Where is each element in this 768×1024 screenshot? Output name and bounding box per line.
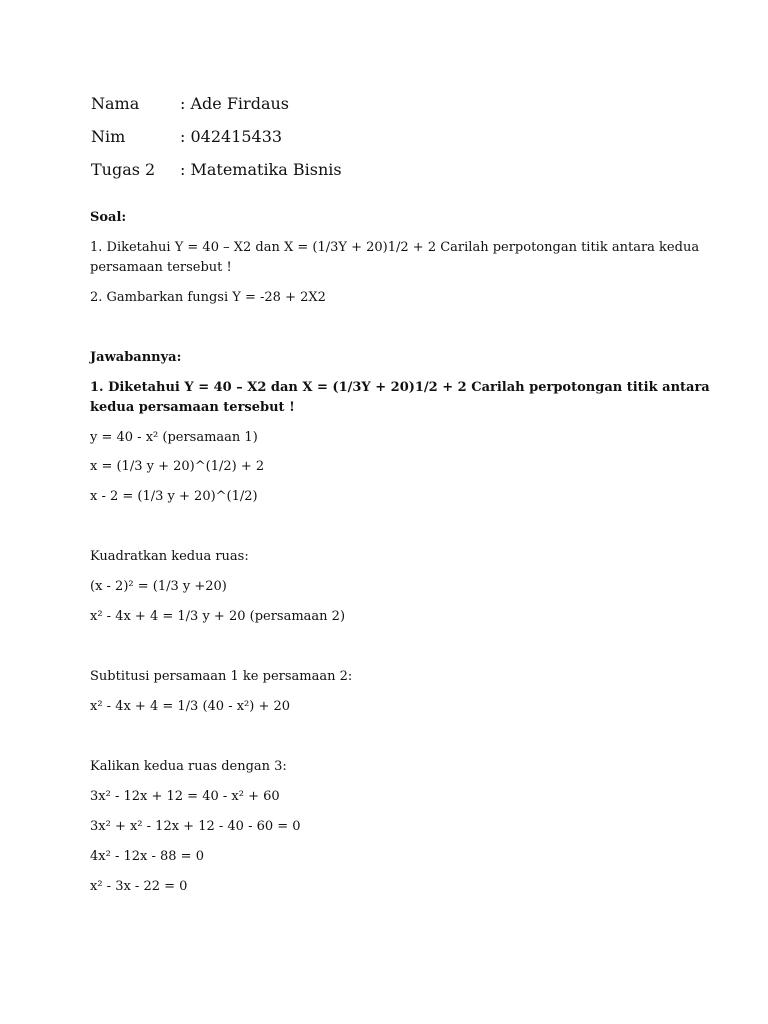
step-line: x² - 4x + 4 = 1/3 (40 - x²) + 20 xyxy=(90,699,291,714)
header-tugas xyxy=(91,160,342,180)
step-line: y = 40 - x² (persamaan 1) xyxy=(90,430,258,445)
step-line: x² - 4x + 4 = 1/3 y + 20 (persamaan 2) xyxy=(90,609,346,624)
step-line: 3x² - 12x + 12 = 40 - x² + 60 xyxy=(90,789,280,804)
step-line: Kalikan kedua ruas dengan 3: xyxy=(90,759,287,774)
nama-label: Nama xyxy=(91,94,140,113)
soal-q1-line2: persamaan tersebut ! xyxy=(90,260,232,275)
tugas-label: Tugas 2 xyxy=(91,160,156,179)
step-line: 3x² + x² - 12x + 12 - 40 - 60 = 0 xyxy=(90,819,301,834)
nama-value: : Ade Firdaus xyxy=(180,94,289,113)
nim-value: : 042415433 xyxy=(180,127,283,146)
step-line: x - 2 = (1/3 y + 20)^(1/2) xyxy=(90,489,258,504)
step-line: x = (1/3 y + 20)^(1/2) + 2 xyxy=(90,459,265,474)
header-nim xyxy=(91,127,282,147)
step-line: x² - 3x - 22 = 0 xyxy=(90,879,188,894)
nim-label: Nim xyxy=(91,127,126,146)
step-line: Subtitusi persamaan 1 ke persamaan 2: xyxy=(90,669,353,684)
step-line: (x - 2)² = (1/3 y +20) xyxy=(90,579,227,594)
jawaban-q1-line2: kedua persamaan tersebut ! xyxy=(90,400,295,415)
jawaban-heading: Jawabannya: xyxy=(90,350,182,365)
jawaban-q1-line1: 1. Diketahui Y = 40 – X2 dan X = (1/3Y + 20)1/2 + 2 Carilah perpotongan titik antara xyxy=(90,380,710,395)
step-line: 4x² - 12x - 88 = 0 xyxy=(90,849,204,864)
soal-q2: 2. Gambarkan fungsi Y = -28 + 2X2 xyxy=(90,290,326,305)
soal-q1-line1: 1. Diketahui Y = 40 – X2 dan X = (1/3Y + 20)1/2 + 2 Carilah perpotongan titik antara kedua xyxy=(90,240,700,255)
tugas-value: : Matematika Bisnis xyxy=(180,160,342,179)
step-line: Kuadratkan kedua ruas: xyxy=(90,549,249,564)
header-nama xyxy=(91,94,289,114)
soal-heading: Soal: xyxy=(90,210,127,225)
